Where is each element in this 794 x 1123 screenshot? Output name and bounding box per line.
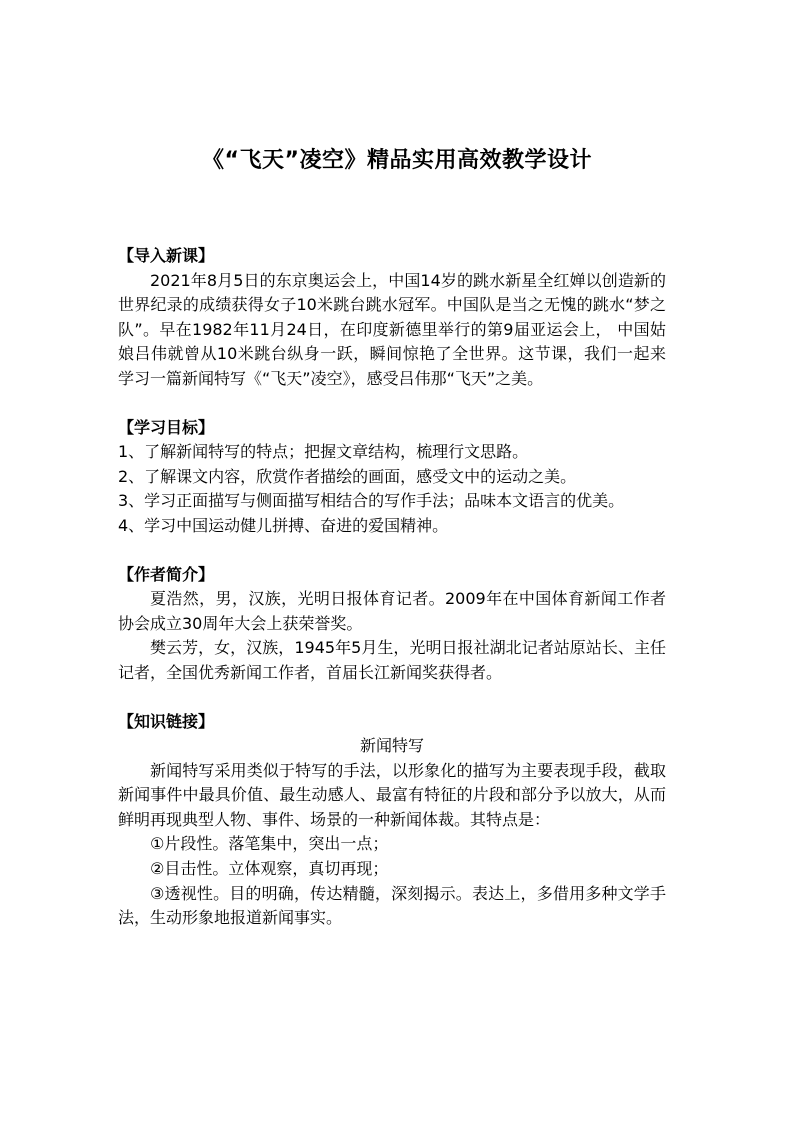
section-heading-author: 【作者简介】 xyxy=(118,564,215,584)
spacer xyxy=(118,539,666,563)
section-heading-goals: 【学习目标】 xyxy=(118,417,215,437)
knowledge-point: ③透视性。目的明确，传达精髓，深刻揭示。表达上，多借用多种文学手法，生动形象地报道新闻事实。 xyxy=(118,883,666,928)
spacer xyxy=(118,686,666,710)
intro-paragraph: 2021年8月5日的东京奥运会上，中国14岁的跳水新星全红婵以创造新的世界纪录的成绩获得女子10米跳台跳水冠军。中国队是当之无愧的跳水“梦之队”。早在1982年11月24日，在印度新德里举行的第9届亚运会上， 中国姑娘吕伟就曾从10米跳台纵身一跃，瞬间惊艳了全世界。这节课，我们一起来学习一篇新闻特写《“飞天”凌空》，感受吕伟那“飞天”之美。 xyxy=(118,270,666,388)
goal-item: 1、了解新闻特写的特点；把握文章结构，梳理行文思路。 xyxy=(118,442,529,462)
section-heading-intro: 【导入新课】 xyxy=(118,246,215,265)
goal-item: 2、了解课文内容，欣赏作者描绘的画面，感受文中的运动之美。 xyxy=(118,466,577,486)
section-heading-knowledge: 【知识链接】 xyxy=(118,711,215,731)
document-title: 《“飞天”凌空》精品实用高效教学设计 xyxy=(202,148,592,173)
document-body xyxy=(118,244,666,931)
author-paragraph: 樊云芳，女，汉族，1945年5月生，光明日报社湖北记者站原站长、主任记者，全国优秀新闻工作者，首届长江新闻奖获得者。 xyxy=(118,638,666,682)
spacer xyxy=(118,392,666,416)
knowledge-point: ②目击性。立体观察，真切再现； xyxy=(150,859,389,879)
goal-item: 3、学习正面描写与侧面描写相结合的写作手法；品味本文语言的优美。 xyxy=(118,491,625,511)
goal-item: 4、学习中国运动健儿拼搏、奋进的爱国精神。 xyxy=(118,515,449,535)
knowledge-point: ①片段性。落笔集中，突出一点； xyxy=(150,834,389,854)
knowledge-subtitle: 新闻特写 xyxy=(359,736,424,756)
author-paragraph: 夏浩然，男，汉族，光明日报体育记者。2009年在中国体育新闻工作者协会成立30周年大会上获荣誉奖。 xyxy=(118,589,666,633)
knowledge-paragraph: 新闻特写采用类似于特写的手法，以形象化的描写为主要表现手段，截取新闻事件中最具价值、最生动感人、最富有特征的片段和部分予以放大，从而鲜明再现典型人物、事件、场景的一种新闻体裁。其特点是： xyxy=(118,760,666,829)
